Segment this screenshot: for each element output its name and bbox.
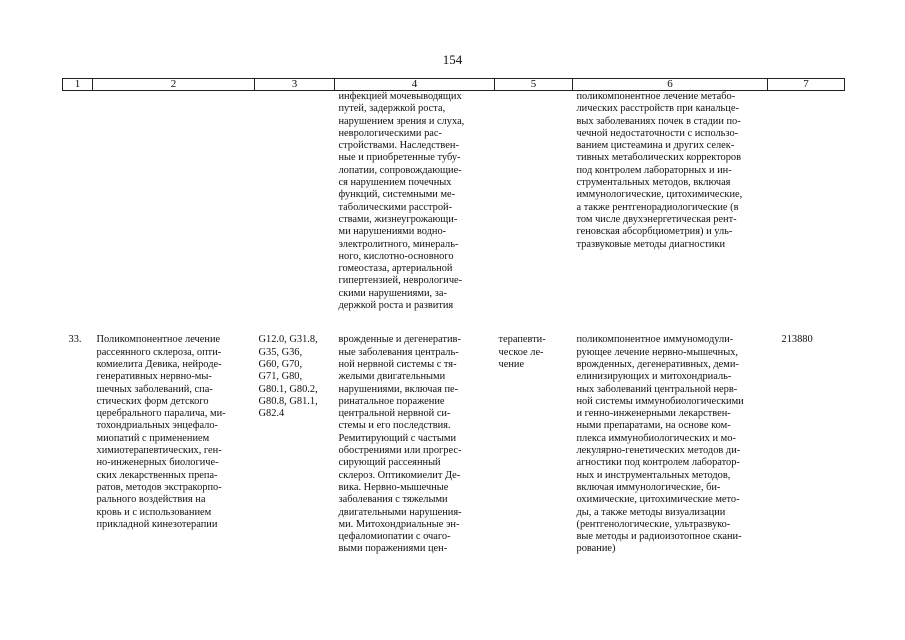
service-name: [93, 91, 255, 313]
icd-codes: G12.0, G31.8, G35, G36, G60, G70, G71, G80, G80.1, G80.2, G80.8, G81.1, G82.4: [258, 334, 318, 420]
column-number: 7: [768, 79, 845, 91]
treatment-method: поликомпонентное лечение метабо- лических расстройств при канальце- вых заболеваниях почек в стадии по- чечной недостаточности с использо- ванием цистеамина и других селек- тивных метаболических корректоров под контролем лабораторных и ин- струментальных методов, включая иммунологические, цитохимические, а также рентгенорадиологические (в том числе двухэнергетическая рент- геновская абсорбциометрия) и уль- тразвуковые методы диагностики: [576, 91, 743, 250]
column-number-row: [63, 79, 845, 91]
page-number: 154: [442, 52, 463, 67]
treatment-type: терапевти- ческое ле- чение: [498, 334, 546, 370]
column-number: 1: [63, 79, 93, 91]
table-row: [63, 334, 845, 555]
treatment-type: [495, 91, 573, 313]
service-name: Поликомпонентное лечение рассеянного склероза, опти- комиелита Девика, нейроде- генеративных нервно-мы- шечных заболеваний, спа- стических форм детского церебрального паралича, ми- тохондриальных энцефало- миопатий с применением химиотерапевтических, ген- но-инженерных биологиче- ских лекарственных препа- ратов, методов экстракорпо- рального воздействия на кровь и с использованием прикладной кинезотерапии: [96, 334, 226, 530]
row-number: 33.: [68, 334, 82, 346]
services-table: [62, 78, 845, 556]
row-number: [63, 91, 93, 313]
cost-value: 213880: [781, 334, 813, 346]
column-number: 4: [335, 79, 495, 91]
table-row: [63, 91, 845, 313]
patient-model: врожденные и дегенератив- ные заболевания централь- ной нервной системы с тя- желыми двигательными нарушениями, включая пе- ринатальное поражение центральной нервной си- стемы и его последствия. Ремитирующий с частыми обострениями или прогрес- сирующий рассеянный склероз. Оптикомиелит Де- вика. Нервно-мышечные заболевания с тяжелыми двигательными нарушения- ми. Митохондриальные эн- цефаломиопатии с очаго- выми поражениями цен-: [338, 334, 462, 555]
treatment-method: поликомпонентное иммуномодули- рующее лечение нервно-мышечных, врожденных, дегенеративных, деми- елинизирующих и митохондриаль- ных заболеваний центральной нерв- ной системы иммунобиологическими и генно-инженерными лекарствен- ными препаратами, на основе ком- плекса иммунобиологических и мо- лекулярно-генетических методов ди- агностики под контролем лаборатор- ных и инструментальных методов, включая иммунологические, би- охимические, цитохимические мето- ды, а также методы визуализации (рентгенологические, ультразвуко- вые методы и радиоизотопное скани- рование): [576, 334, 744, 555]
column-number: 2: [93, 79, 255, 91]
column-number: 3: [255, 79, 335, 91]
column-number: 6: [573, 79, 768, 91]
icd-codes: [255, 91, 335, 313]
row-spacer: [63, 312, 845, 334]
cost-value: [768, 91, 845, 313]
patient-model: инфекцией мочевыводящих путей, задержкой роста, нарушением зрения и слуха, неврологическими рас- стройствами. Наследствен- ные и приобретенные тубу- лопатии, сопровождающие- ся нарушением почечных функций, системными ме- таболическими расстрой- ствами, жизнеугрожающи- ми нарушениями водно- электролитного, минераль- ного, кислотно-основного гомеостаза, артериальной гипертензией, неврологиче- скими нарушениями, за- держкой роста и развития: [338, 91, 465, 312]
column-number: 5: [495, 79, 573, 91]
services-table-wrapper: [62, 78, 844, 556]
